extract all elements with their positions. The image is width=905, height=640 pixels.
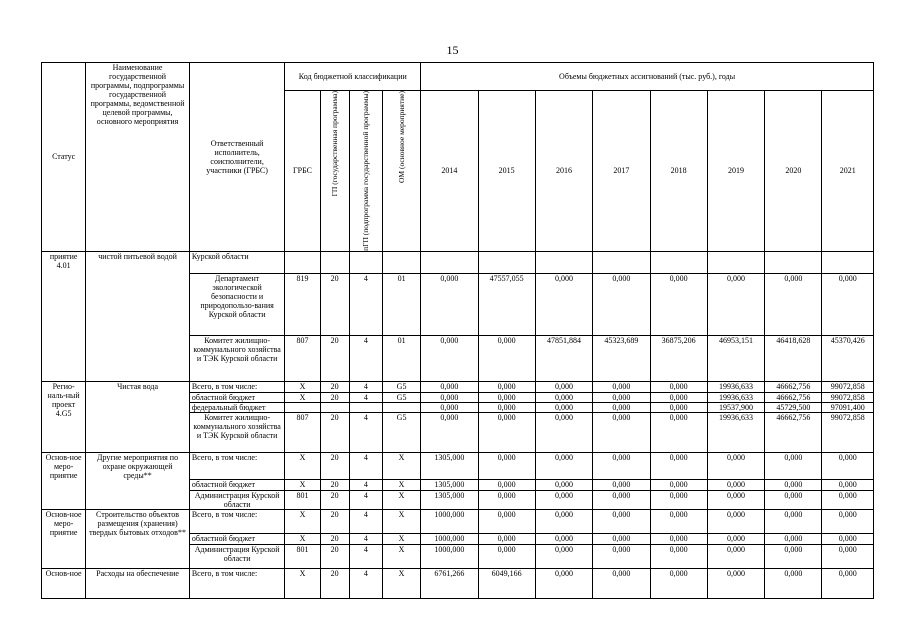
row-value: 0,000 [478,490,535,509]
row-value: 46662,756 [765,412,822,452]
header-om: ОМ (основное мероприятие) [382,91,420,252]
row-value: 0,000 [478,544,535,568]
budget-table [41,62,874,599]
row-value: 0,000 [765,490,822,509]
row-code-grbs: X [285,509,320,533]
row-value: 99072,858 [822,381,874,392]
row-code-gp: 20 [320,392,349,402]
header-year: 2018 [650,91,707,252]
page-number: 15 [446,43,459,57]
header-year: 2019 [707,91,764,252]
row-value: 1000,000 [421,544,478,568]
row-value: 45323,689 [593,335,650,381]
row-value: 0,000 [765,533,822,544]
row-code-gp: 20 [320,273,349,335]
row-value: 0,000 [478,533,535,544]
row-code-grbs: X [285,533,320,544]
row-value: 0,000 [822,568,874,598]
row-executor: Администрация Курской области [189,544,285,568]
row-value: 0,000 [650,479,707,490]
row-code-om: G5 [382,392,420,402]
row-value: 0,000 [822,273,874,335]
row-code-pgp: 4 [349,452,382,479]
row-executor: областной бюджет [189,479,285,490]
row-code-grbs: X [285,392,320,402]
row-value: 0,000 [593,412,650,452]
row-status: Основ-ное меро-приятие [42,509,86,568]
row-code-om: 01 [382,273,420,335]
row-code-om: X [382,490,420,509]
row-value: 0,000 [421,392,478,402]
row-value: 0,000 [421,381,478,392]
row-code-pgp: 4 [349,335,382,381]
row-code-gp: 20 [320,381,349,392]
row-value [535,251,592,273]
row-code-pgp: 4 [349,392,382,402]
row-value: 6761,266 [421,568,478,598]
row-code-gp [320,251,349,273]
row-value [478,251,535,273]
row-value: 0,000 [593,381,650,392]
row-code-gp: 20 [320,412,349,452]
row-code-grbs: 819 [285,273,320,335]
row-code-grbs: 801 [285,544,320,568]
header-volumes-group: Объемы бюджетных ассигнований (тыс. руб.), годы [421,63,874,91]
row-code-om: X [382,544,420,568]
row-value: 0,000 [478,402,535,412]
row-code-gp: 20 [320,509,349,533]
row-value: 0,000 [478,479,535,490]
row-value: 0,000 [535,479,592,490]
row-value: 0,000 [478,335,535,381]
row-value: 0,000 [535,381,592,392]
row-value [707,251,764,273]
table-row [42,452,874,479]
row-value: 0,000 [650,392,707,402]
row-value: 0,000 [765,544,822,568]
row-status: Основ-ное меро-приятие [42,452,86,509]
row-value: 19936,633 [707,412,764,452]
row-value: 0,000 [593,402,650,412]
table-row [42,251,874,273]
header-year: 2015 [478,91,535,252]
row-value: 97091,400 [822,402,874,412]
row-code-pgp: 4 [349,490,382,509]
row-code-gp: 20 [320,452,349,479]
row-code-om: 01 [382,335,420,381]
row-value: 19936,633 [707,381,764,392]
row-executor: Комитет жилищно-коммунального хозяйства и ТЭК Курской области [189,412,285,452]
row-value: 0,000 [478,392,535,402]
row-value: 1000,000 [421,509,478,533]
row-code-grbs: 801 [285,490,320,509]
row-code-pgp: 4 [349,479,382,490]
row-value: 0,000 [593,479,650,490]
row-code-pgp: 4 [349,273,382,335]
row-code-pgp: 4 [349,509,382,533]
row-value: 0,000 [707,533,764,544]
row-value: 0,000 [650,544,707,568]
row-value: 46953,151 [707,335,764,381]
row-value: 0,000 [765,452,822,479]
row-value: 0,000 [535,544,592,568]
row-value: 19936,633 [707,392,764,402]
row-executor: Всего, в том числе: [189,568,285,598]
row-code-om: G5 [382,381,420,392]
row-value: 0,000 [822,509,874,533]
row-value: 99072,858 [822,412,874,452]
row-value: 0,000 [593,568,650,598]
header-pgp: пГП (подпрограмма государственной программы) [349,91,382,252]
row-value: 0,000 [593,490,650,509]
row-value: 46418,628 [765,335,822,381]
header-name: Наименование государственной программы, подпрограммы государственной программы, ведомственной целевой программы, основного мероприятия [86,63,190,252]
row-executor: областной бюджет [189,533,285,544]
row-value [822,251,874,273]
row-code-grbs: X [285,452,320,479]
row-executor: Всего, в том числе: [189,509,285,533]
row-value: 0,000 [421,402,478,412]
row-value: 0,000 [707,568,764,598]
row-value [650,251,707,273]
row-value: 0,000 [765,273,822,335]
row-value: 99072,858 [822,392,874,402]
row-value: 0,000 [707,509,764,533]
row-value: 0,000 [535,568,592,598]
row-code-om [382,251,420,273]
row-value: 0,000 [822,544,874,568]
row-code-om: X [382,509,420,533]
row-value: 0,000 [650,568,707,598]
row-code-grbs: 807 [285,412,320,452]
row-value: 0,000 [535,452,592,479]
row-status: Регио-наль-ный проект 4.G5 [42,381,86,452]
row-value: 0,000 [650,412,707,452]
row-value: 36875,206 [650,335,707,381]
row-value: 1305,000 [421,479,478,490]
row-value: 45370,426 [822,335,874,381]
header-year: 2016 [535,91,592,252]
row-code-om: X [382,568,420,598]
row-value: 1305,000 [421,452,478,479]
row-value: 46662,756 [765,381,822,392]
row-code-gp: 20 [320,335,349,381]
row-code-gp: 20 [320,544,349,568]
row-code-gp: 20 [320,568,349,598]
table-row [42,381,874,392]
row-name: Расходы на обеспечение [86,568,190,598]
row-code-gp [320,402,349,412]
row-code-grbs: X [285,568,320,598]
row-executor: Курской области [189,251,285,273]
header-grbs: ГРБС [285,91,320,252]
row-value: 0,000 [650,490,707,509]
row-value: 0,000 [535,490,592,509]
header-executor: Ответственный исполнитель, соисполнители, участники (ГРБС) [189,63,285,252]
row-value: 1000,000 [421,533,478,544]
row-value: 0,000 [593,533,650,544]
row-value: 0,000 [535,509,592,533]
row-code-pgp: 4 [349,412,382,452]
row-value: 0,000 [593,273,650,335]
row-value: 0,000 [707,479,764,490]
row-value: 0,000 [822,490,874,509]
row-code-pgp: 4 [349,544,382,568]
row-value [421,251,478,273]
row-code-grbs: 807 [285,335,320,381]
row-name: Другие мероприятия по охране окружающей среды** [86,452,190,509]
row-code-grbs [285,251,320,273]
row-code-grbs: X [285,479,320,490]
row-value: 0,000 [707,544,764,568]
row-value: 0,000 [822,452,874,479]
row-value: 6049,166 [478,568,535,598]
row-value: 0,000 [478,509,535,533]
table-row [42,509,874,533]
row-value: 0,000 [707,452,764,479]
row-name: Строительство объектов размещения (хранения) твердых бытовых отходов** [86,509,190,568]
header-year: 2021 [822,91,874,252]
row-code-gp: 20 [320,533,349,544]
row-status: приятие 4.01 [42,251,86,381]
row-executor: Комитет жилищно-коммунального хозяйства и ТЭК Курской области [189,335,285,381]
row-executor: Всего, в том числе: [189,381,285,392]
header-gp: ГП (государственная программа) [320,91,349,252]
row-name: Чистая вода [86,381,190,452]
row-status: Основ-ное [42,568,86,598]
row-value: 0,000 [593,452,650,479]
header-status: Статус [42,63,86,252]
row-code-om: X [382,533,420,544]
row-value: 0,000 [535,402,592,412]
row-value: 0,000 [478,452,535,479]
row-value: 0,000 [650,273,707,335]
row-value: 0,000 [593,544,650,568]
row-code-om [382,402,420,412]
row-executor: Администрация Курской области [189,490,285,509]
row-value: 0,000 [822,533,874,544]
row-value: 0,000 [593,392,650,402]
row-value: 0,000 [765,568,822,598]
row-value [593,251,650,273]
row-value: 0,000 [535,412,592,452]
row-value: 19537,900 [707,402,764,412]
row-name: чистой питьевой водой [86,251,190,381]
table-row [42,568,874,598]
row-value: 0,000 [707,490,764,509]
row-value: 0,000 [650,533,707,544]
row-value: 45729,500 [765,402,822,412]
row-value: 46662,756 [765,392,822,402]
row-code-om: G5 [382,412,420,452]
row-code-pgp: 4 [349,381,382,392]
row-value: 0,000 [765,509,822,533]
row-value: 0,000 [421,273,478,335]
row-value: 0,000 [478,412,535,452]
row-value [765,251,822,273]
row-code-grbs [285,402,320,412]
row-value: 1305,000 [421,490,478,509]
row-value: 0,000 [478,381,535,392]
row-executor: Департамент экологической безопасности и природопользо-вания Курской области [189,273,285,335]
row-value: 0,000 [421,412,478,452]
row-code-om: X [382,452,420,479]
row-value: 0,000 [535,392,592,402]
header-year: 2020 [765,91,822,252]
row-executor: областной бюджет [189,392,285,402]
row-code-pgp [349,251,382,273]
row-code-grbs: X [285,381,320,392]
row-value: 0,000 [765,479,822,490]
row-value: 0,000 [650,381,707,392]
row-value: 0,000 [707,273,764,335]
row-code-om: X [382,479,420,490]
row-code-gp: 20 [320,490,349,509]
row-code-pgp: 4 [349,533,382,544]
header-year: 2014 [421,91,478,252]
header-year: 2017 [593,91,650,252]
row-code-gp: 20 [320,479,349,490]
row-value: 0,000 [650,452,707,479]
row-executor: федеральный бюджет [189,402,285,412]
header-code-group: Код бюджетной классификации [285,63,421,91]
row-executor: Всего, в том числе: [189,452,285,479]
row-value: 47851,884 [535,335,592,381]
row-value: 0,000 [650,509,707,533]
row-code-pgp [349,402,382,412]
row-value: 0,000 [822,479,874,490]
row-value: 0,000 [535,273,592,335]
row-value: 0,000 [535,533,592,544]
row-value: 0,000 [421,335,478,381]
row-value: 0,000 [593,509,650,533]
row-value: 47557,055 [478,273,535,335]
row-value: 0,000 [650,402,707,412]
row-code-pgp: 4 [349,568,382,598]
